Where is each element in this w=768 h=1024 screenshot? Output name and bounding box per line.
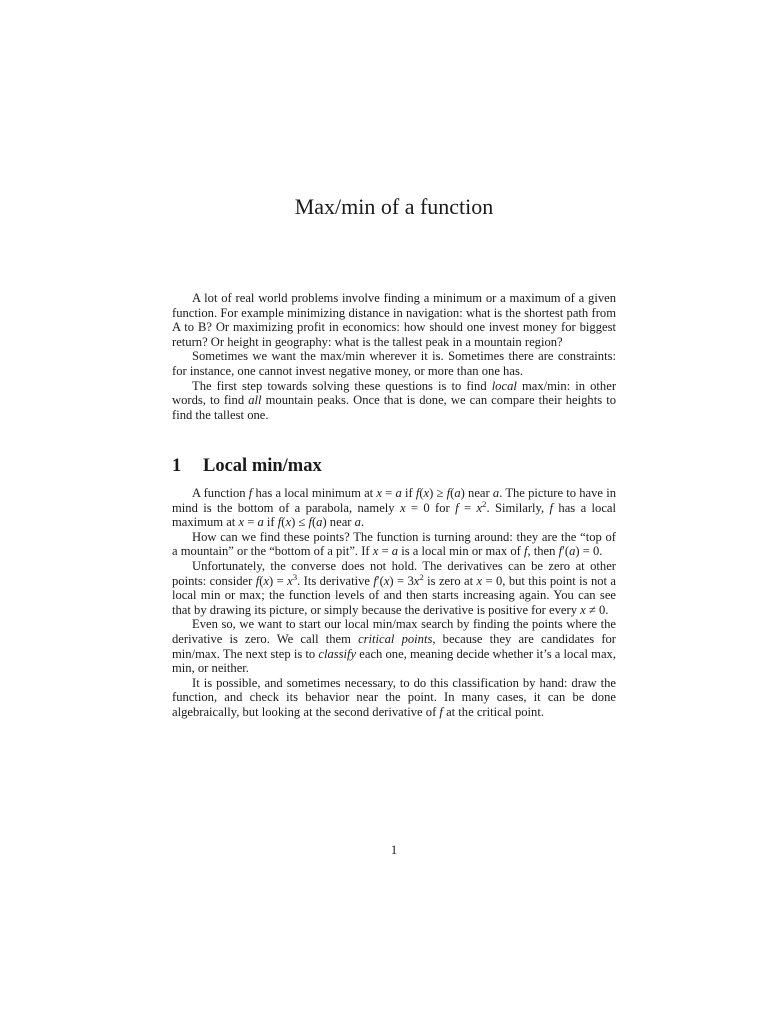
paragraph <box>172 617 616 675</box>
italic-text: x <box>372 544 379 559</box>
page-number: 1 <box>390 843 398 857</box>
text-run: ( <box>419 486 424 500</box>
italic-text: a <box>454 486 461 500</box>
text-run: . Similarly, <box>486 500 550 515</box>
text-run: = <box>378 544 392 559</box>
paragraph <box>172 530 616 559</box>
italic-text: x <box>580 602 586 617</box>
italic-text: a <box>257 515 264 530</box>
text-run: ) = <box>269 573 288 588</box>
text-run: ′( <box>376 573 384 588</box>
italic-text: local <box>491 378 517 393</box>
text-run: ) near <box>460 486 493 500</box>
italic-text: f <box>373 573 377 588</box>
text-run: each one, meaning decide whether it’s a local max, min, or neither. <box>172 646 616 676</box>
text-run: ) ≤ <box>291 515 309 530</box>
italic-text: f <box>308 515 312 530</box>
italic-text: a <box>569 544 576 559</box>
text-run: . <box>360 515 365 530</box>
text-run: is zero at <box>423 573 477 588</box>
superscript: 3 <box>292 571 298 582</box>
text-run: if <box>263 515 278 530</box>
text-run: ) = 3 <box>389 573 414 588</box>
text-run: is a local min or max of <box>398 544 524 559</box>
paragraph <box>172 379 616 423</box>
text-run: The first step towards solving these questions is to find <box>192 378 492 393</box>
italic-text: x <box>383 573 390 588</box>
italic-text: a <box>316 515 323 530</box>
text-run: . The picture to have in mind is the bottom of a parabola, namely <box>172 486 617 515</box>
text-run: Unfortunately, the converse does not hold. The derivatives can be zero at other points: consider <box>172 558 616 588</box>
text-run: ) ≥ <box>429 486 447 500</box>
italic-text: f <box>248 486 253 500</box>
text-run: A lot of real world problems involve finding a minimum or a maximum of a given function. For example minimizing distance in navigation: what is the shortest path from A to B? Or maximizing profit in economics: how should one invest money for biggest return? Or height in geography: what is the tallest peak in a mountain region? <box>172 291 616 349</box>
italic-text: f <box>277 515 282 530</box>
text-run: ) near <box>322 515 355 530</box>
text-run: It is possible, and sometimes necessary, to do this classification by hand: draw the function, and check its behavior near the point. In many cases, it can be done algebraically, but looking at the second derivative of <box>172 675 616 719</box>
section-title: Local min/max <box>203 456 322 476</box>
italic-text: x <box>376 486 382 500</box>
document-title: Max/min of a function <box>294 194 494 219</box>
text-run: has a local maximum at <box>172 500 616 530</box>
text-run: if <box>401 486 416 500</box>
text-run: = <box>458 500 477 515</box>
text-run: = 0, but this point is not a local min or max; the function levels of and then starts increasing again. You can see that by drawing its picture, or simply because the derivative is positive for every <box>172 573 617 617</box>
italic-text: x <box>285 515 292 530</box>
italic-text: f <box>523 544 528 559</box>
text-run: How can we find these points? The function is turning around: they are the “top of a mountain” or the “bottom of a pit”. If <box>172 529 616 559</box>
text-run: , then <box>527 544 559 559</box>
paragraph <box>172 486 616 530</box>
italic-text: x <box>399 500 406 515</box>
text-run: Sometimes we want the max/min wherever it is. Sometimes there are constraints: for instance, one cannot invest negative money, or more than one has. <box>172 349 616 378</box>
text-run: , because they are candidates for min/max. The next step is to <box>172 631 617 661</box>
text-run: ( <box>259 573 264 588</box>
italic-text: x <box>413 573 420 588</box>
text-run: Even so, we want to start our local min/max search by finding the points where the derivative is zero. We call them <box>172 617 616 646</box>
paragraph <box>172 291 616 349</box>
text-run: ≠ 0. <box>585 602 609 617</box>
text-run: ( <box>450 486 455 500</box>
italic-text: f <box>558 544 563 559</box>
paragraph <box>172 676 616 720</box>
text-run: mountain peaks. Once that is done, we can compare their heights to find the tallest one. <box>172 393 616 422</box>
superscript: 2 <box>482 498 487 509</box>
text-run: = <box>244 515 258 530</box>
text-run: = 0 for <box>405 500 456 515</box>
paragraph <box>172 559 616 617</box>
text-run: = <box>381 486 396 500</box>
italic-text: f <box>446 486 451 500</box>
italic-text: x <box>263 573 270 588</box>
section-number: 1 <box>172 456 182 476</box>
text-run: . Its derivative <box>297 573 374 588</box>
intro-text <box>172 291 616 422</box>
italic-text: classify <box>318 646 357 661</box>
italic-text: x <box>287 573 293 588</box>
italic-text: a <box>395 486 402 500</box>
section-heading <box>172 456 322 477</box>
section-1-text <box>172 486 616 720</box>
italic-text: x <box>476 500 483 515</box>
italic-text: f <box>549 500 554 515</box>
italic-text: x <box>476 573 483 588</box>
italic-text: all <box>248 393 262 408</box>
text-run: has a local minimum at <box>252 486 377 500</box>
italic-text: critical points <box>358 631 433 646</box>
italic-text: a <box>354 515 361 530</box>
text-run: ′( <box>562 544 570 559</box>
italic-text: f <box>439 704 443 719</box>
paragraph <box>172 349 616 378</box>
italic-text: a <box>492 486 500 500</box>
italic-text: x <box>423 486 430 500</box>
italic-text: f <box>255 573 260 588</box>
text-run: max/min: in other words, to find <box>172 378 617 408</box>
italic-text: f <box>415 486 420 500</box>
text-run: A function <box>192 486 249 500</box>
italic-text: x <box>238 515 245 530</box>
superscript: 2 <box>419 571 424 582</box>
text-run: ) = 0. <box>575 544 603 559</box>
italic-text: f <box>455 500 459 515</box>
text-run: ( <box>281 515 286 530</box>
text-run: at the critical point. <box>442 704 544 719</box>
text-run: ( <box>311 515 317 530</box>
italic-text: a <box>391 544 399 559</box>
